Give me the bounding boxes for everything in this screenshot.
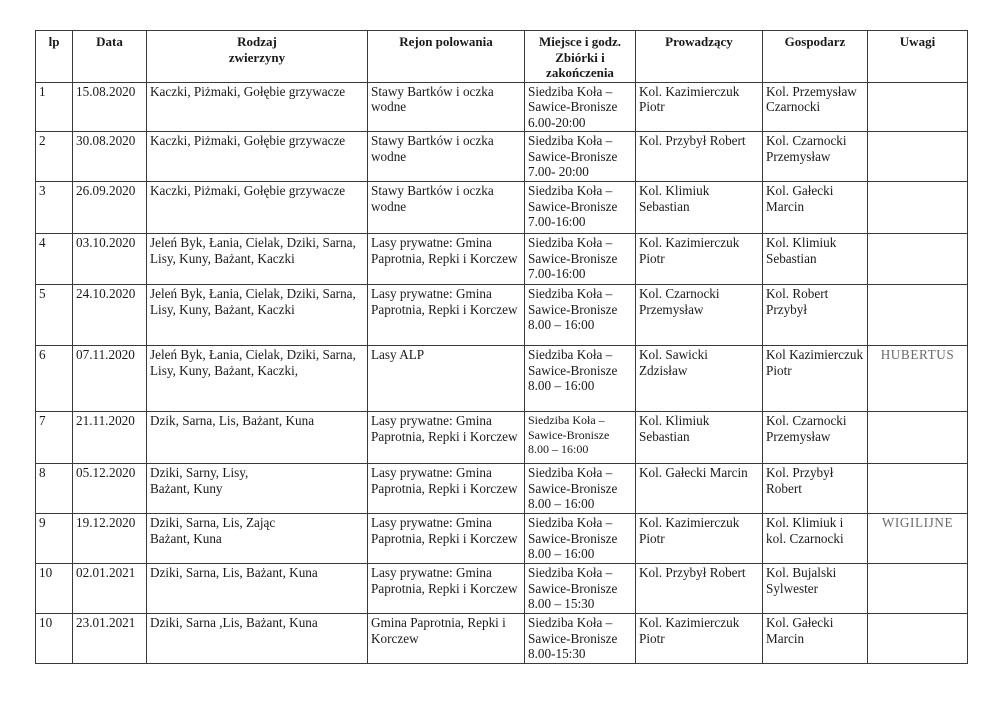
row-host: Kol. Klimiuk Sebastian: [763, 234, 868, 285]
row-number: 3: [36, 182, 73, 234]
row-host: Kol. Bujalski Sylwester: [763, 564, 868, 614]
row-hunting-area: Stawy Bartków i oczka wodne: [368, 82, 525, 132]
row-leader: Kol. Kazimierczuk Piotr: [636, 234, 763, 285]
table-row: [36, 514, 968, 564]
row-date: 24.10.2020: [73, 285, 147, 346]
row-hunting-area: Lasy prywatne: Gmina Paprotnia, Repki i Korczew: [368, 234, 525, 285]
row-game-type: Kaczki, Piżmaki, Gołębie grzywacze: [147, 82, 368, 132]
row-hunting-area: Gmina Paprotnia, Repki i Korczew: [368, 614, 525, 664]
row-notes: [868, 82, 968, 132]
row-notes: [868, 564, 968, 614]
row-date: 07.11.2020: [73, 346, 147, 412]
row-leader: Kol. Przybył Robert: [636, 132, 763, 182]
header-row: [36, 31, 968, 83]
row-meeting-place: Siedziba Koła – Sawice-Bronisze 6.00-20:00: [525, 82, 636, 132]
header-hunting-area: Rejon polowania: [368, 31, 525, 83]
row-number: 5: [36, 285, 73, 346]
row-number: 10: [36, 614, 73, 664]
row-meeting-place: Siedziba Koła – Sawice-Bronisze 8.00 – 16:00: [525, 346, 636, 412]
table-row: [36, 234, 968, 285]
row-date: 21.11.2020: [73, 412, 147, 464]
row-notes: [868, 412, 968, 464]
row-meeting-place: Siedziba Koła – Sawice-Bronisze 7.00-16:00: [525, 182, 636, 234]
table-row: [36, 464, 968, 514]
row-game-type: Kaczki, Piżmaki, Gołębie grzywacze: [147, 182, 368, 234]
header-leader: Prowadzący: [636, 31, 763, 83]
row-game-type: Dziki, Sarna, Lis, Bażant, Kuna: [147, 564, 368, 614]
header-lp: lp: [36, 31, 73, 83]
row-meeting-place: Siedziba Koła – Sawice-Bronisze 7.00-16:00: [525, 234, 636, 285]
row-notes: WIGILIJNE: [868, 514, 968, 564]
row-leader: Kol. Czarnocki Przemysław: [636, 285, 763, 346]
header-meeting-place: Miejsce i godz. Zbiórki i zakończenia: [525, 31, 636, 83]
row-game-type: Jeleń Byk, Łania, Cielak, Dziki, Sarna, Lisy, Kuny, Bażant, Kaczki: [147, 285, 368, 346]
row-leader: Kol. Klimiuk Sebastian: [636, 182, 763, 234]
header-game-type: Rodzaj zwierzyny: [147, 31, 368, 83]
row-host: Kol Kazimierczuk Piotr: [763, 346, 868, 412]
row-hunting-area: Stawy Bartków i oczka wodne: [368, 182, 525, 234]
row-number: 2: [36, 132, 73, 182]
row-date: 23.01.2021: [73, 614, 147, 664]
table-row: [36, 412, 968, 464]
row-game-type: Jeleń Byk, Łania, Cielak, Dziki, Sarna, Lisy, Kuny, Bażant, Kaczki,: [147, 346, 368, 412]
row-number: 9: [36, 514, 73, 564]
row-notes: [868, 285, 968, 346]
row-host: Kol. Robert Przybył: [763, 285, 868, 346]
row-notes: [868, 132, 968, 182]
row-date: 03.10.2020: [73, 234, 147, 285]
row-meeting-place: Siedziba Koła – Sawice-Bronisze 8.00 – 16:00: [525, 285, 636, 346]
table-row: [36, 614, 968, 664]
row-hunting-area: Lasy prywatne: Gmina Paprotnia, Repki i Korczew: [368, 412, 525, 464]
row-host: Kol. Przybył Robert: [763, 464, 868, 514]
table-row: [36, 132, 968, 182]
row-game-type: Dziki, Sarna, Lis, Zając Bażant, Kuna: [147, 514, 368, 564]
header-notes: Uwagi: [868, 31, 968, 83]
table-row: [36, 564, 968, 614]
row-game-type: Dzik, Sarna, Lis, Bażant, Kuna: [147, 412, 368, 464]
header-date: Data: [73, 31, 147, 83]
row-date: 30.08.2020: [73, 132, 147, 182]
table-row: [36, 82, 968, 132]
row-leader: Kol. Kazimierczuk Piotr: [636, 82, 763, 132]
row-date: 15.08.2020: [73, 82, 147, 132]
row-number: 1: [36, 82, 73, 132]
row-host: Kol. Przemysław Czarnocki: [763, 82, 868, 132]
row-meeting-place: Siedziba Koła – Sawice-Bronisze 8.00-15:30: [525, 614, 636, 664]
row-game-type: Dziki, Sarna ,Lis, Bażant, Kuna: [147, 614, 368, 664]
row-hunting-area: Stawy Bartków i oczka wodne: [368, 132, 525, 182]
row-number: 6: [36, 346, 73, 412]
hunting-schedule-table: [35, 30, 968, 664]
row-date: 19.12.2020: [73, 514, 147, 564]
row-number: 4: [36, 234, 73, 285]
row-leader: Kol. Sawicki Zdzisław: [636, 346, 763, 412]
row-meeting-place: Siedziba Koła – Sawice-Bronisze 8.00 – 16:00: [525, 412, 636, 464]
row-notes: HUBERTUS: [868, 346, 968, 412]
row-host: Kol. Czarnocki Przemysław: [763, 412, 868, 464]
row-hunting-area: Lasy prywatne: Gmina Paprotnia, Repki i Korczew: [368, 564, 525, 614]
row-number: 10: [36, 564, 73, 614]
table-row: [36, 182, 968, 234]
row-hunting-area: Lasy ALP: [368, 346, 525, 412]
row-host: Kol. Klimiuk i kol. Czarnocki: [763, 514, 868, 564]
row-game-type: Jeleń Byk, Łania, Cielak, Dziki, Sarna, Lisy, Kuny, Bażant, Kaczki: [147, 234, 368, 285]
row-hunting-area: Lasy prywatne: Gmina Paprotnia, Repki i Korczew: [368, 285, 525, 346]
row-host: Kol. Gałecki Marcin: [763, 182, 868, 234]
row-hunting-area: Lasy prywatne: Gmina Paprotnia, Repki i Korczew: [368, 464, 525, 514]
header-host: Gospodarz: [763, 31, 868, 83]
row-hunting-area: Lasy prywatne: Gmina Paprotnia, Repki i Korczew: [368, 514, 525, 564]
row-notes: [868, 464, 968, 514]
row-game-type: Dziki, Sarny, Lisy, Bażant, Kuny: [147, 464, 368, 514]
row-game-type: Kaczki, Piżmaki, Gołębie grzywacze: [147, 132, 368, 182]
row-host: Kol. Gałecki Marcin: [763, 614, 868, 664]
row-date: 26.09.2020: [73, 182, 147, 234]
row-notes: [868, 234, 968, 285]
row-number: 8: [36, 464, 73, 514]
row-leader: Kol. Klimiuk Sebastian: [636, 412, 763, 464]
row-leader: Kol. Kazimierczuk Piotr: [636, 514, 763, 564]
row-meeting-place: Siedziba Koła – Sawice-Bronisze 7.00- 20:00: [525, 132, 636, 182]
row-host: Kol. Czarnocki Przemysław: [763, 132, 868, 182]
row-leader: Kol. Gałecki Marcin: [636, 464, 763, 514]
row-meeting-place: Siedziba Koła – Sawice-Bronisze 8.00 – 16:00: [525, 514, 636, 564]
row-leader: Kol. Przybył Robert: [636, 564, 763, 614]
table-row: [36, 285, 968, 346]
row-date: 05.12.2020: [73, 464, 147, 514]
row-notes: [868, 614, 968, 664]
row-notes: [868, 182, 968, 234]
row-meeting-place: Siedziba Koła – Sawice-Bronisze 8.00 – 16:00: [525, 464, 636, 514]
row-date: 02.01.2021: [73, 564, 147, 614]
row-leader: Kol. Kazimierczuk Piotr: [636, 614, 763, 664]
table-row: [36, 346, 968, 412]
row-meeting-place: Siedziba Koła – Sawice-Bronisze 8.00 – 15:30: [525, 564, 636, 614]
row-number: 7: [36, 412, 73, 464]
